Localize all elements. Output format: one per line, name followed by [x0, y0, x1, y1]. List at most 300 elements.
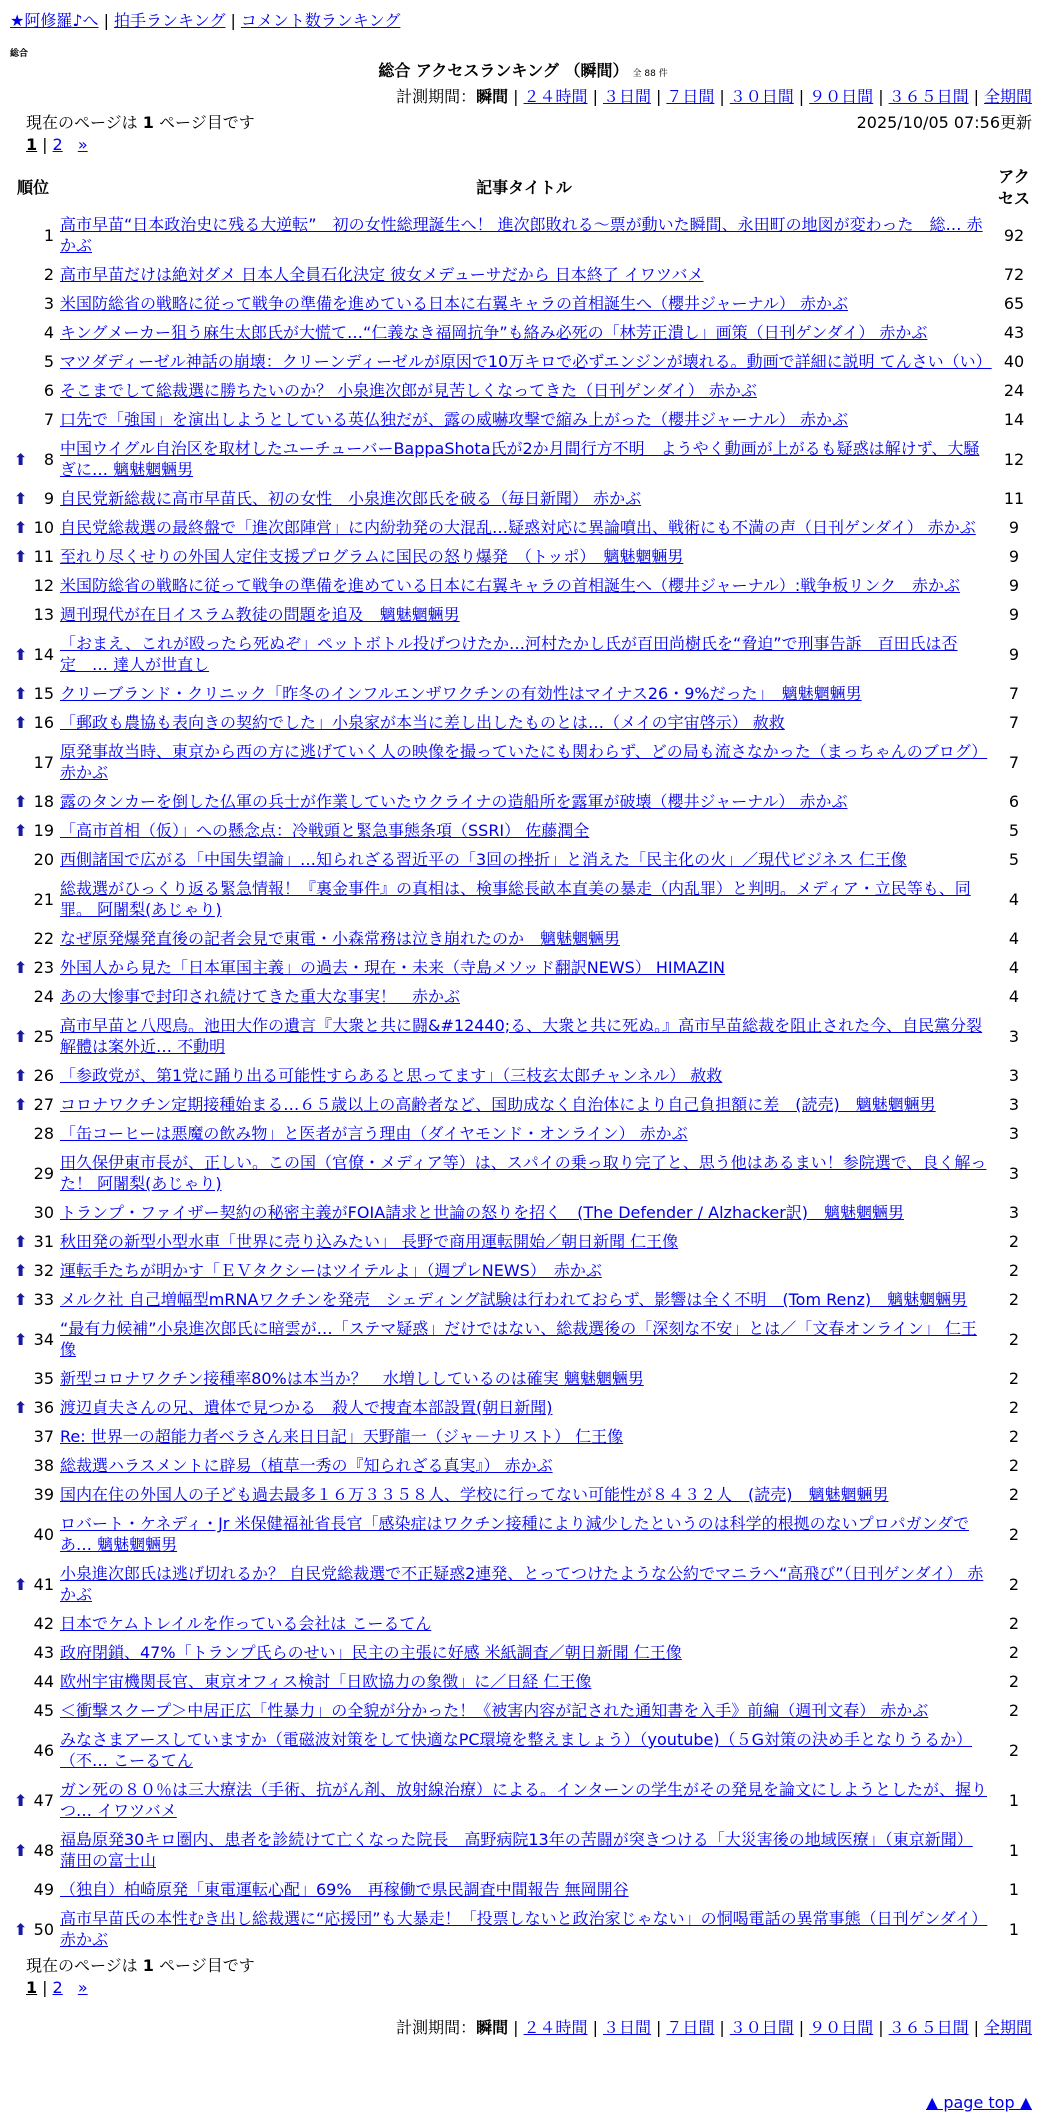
period-option[interactable]: ３６５日間 [888, 2018, 969, 2037]
rank-cell [8, 845, 58, 874]
table-row [8, 679, 1038, 708]
title-cell [58, 874, 990, 924]
article-link[interactable]: あの大惨事で封印され続けてきた重大な事実！ 赤かぶ [60, 987, 461, 1006]
title-cell [58, 1775, 990, 1825]
period-option[interactable]: ７日間 [666, 2018, 715, 2037]
table-row [8, 1422, 1038, 1451]
article-link[interactable]: 「おまえ、これが殴ったら死ぬぞ」ペットボトル投げつけたか…河村たかし氏が百田尚樹氏を“脅迫”で刑事告訴 百田氏は否定 … 達人が世直し [60, 634, 958, 674]
period-separator: | [513, 2018, 519, 2037]
rank-number: 3 [43, 294, 54, 313]
updated-timestamp: 2025/10/05 07:56更新 [856, 113, 1032, 132]
title-cell [58, 737, 990, 787]
ranking-table [8, 166, 1038, 1954]
rank-number: 18 [33, 792, 54, 811]
table-row [8, 1285, 1038, 1314]
article-link[interactable]: 米国防総省の戦略に従って戦争の準備を進めている日本に右翼キャラの首相誕生へ（櫻井ジャーナル） 赤かぶ [60, 294, 848, 313]
article-link[interactable]: クリーブランド・クリニック「昨冬のインフルエンザワクチンの有効性はマイナス26・9%だった」 魑魅魍魎男 [60, 684, 862, 703]
access-count: 7 [1008, 713, 1020, 732]
table-row [8, 1559, 1038, 1609]
access-count: 2 [1008, 1485, 1020, 1504]
rank-number: 17 [33, 752, 54, 772]
rank-number: 40 [33, 1524, 54, 1544]
applause-ranking-link[interactable]: 拍手ランキング [113, 11, 226, 30]
access-count: 11 [1003, 489, 1025, 508]
title-cell [58, 1061, 990, 1090]
article-link[interactable]: 政府閉鎖、47%「トランプ氏らのせい」民主の主張に好感 米紙調査／朝日新聞 仁王像 [60, 1643, 682, 1662]
arrow-up-icon: ⬆ [14, 1840, 28, 1860]
title-cell [58, 1422, 990, 1451]
article-link[interactable]: Re: 世界一の超能力者ベラさん来日日記」天野龍一（ジャ－ナリスト） 仁王像 [60, 1427, 624, 1446]
article-link[interactable]: ガン死の８０％は三大療法（手術、抗がん剤、放射線治療）による。インターンの学生がその発見を論文にしようとしたが、握りつ… イワツバメ [60, 1780, 988, 1820]
rank-cell [8, 1090, 58, 1119]
rank-number: 48 [33, 1840, 54, 1860]
article-link[interactable]: 運転手たちが明かす「ＥＶタクシーはツイテルよ」（週プレNEWS） 赤かぶ [60, 1261, 602, 1280]
article-link[interactable]: 原発事故当時、東京から西の方に逃げていく人の映像を撮っていたにも関わらず、どの局も流さなかった（まっちゃんのブログ） 赤かぶ [60, 742, 988, 782]
title-cell [58, 845, 990, 874]
rank-number: 24 [33, 987, 54, 1006]
total-count: 全 88 件 [632, 69, 668, 79]
rank-cell [8, 571, 58, 600]
article-link[interactable]: なぜ原発爆発直後の記者会見で東電・小森常務は泣き崩れたのか 魑魅魍魎男 [60, 929, 621, 948]
access-count: 65 [1003, 294, 1025, 313]
table-row [8, 1825, 1038, 1875]
article-link[interactable]: 自民党新総裁に高市早苗氏、初の女性 小泉進次郎氏を破る（毎日新聞） 赤かぶ [60, 489, 642, 508]
period-separator: | [655, 87, 662, 106]
article-link[interactable]: メルク社 自己増幅型mRNAワクチンを発売 シェディング試験は行われておらず、影響は全く不明 (Tom Renz) 魑魅魍魎男 [60, 1290, 968, 1309]
table-row [8, 708, 1038, 737]
period-label: 計測期間： [396, 2018, 477, 2037]
article-link[interactable]: 高市早苗と八咫烏。池田大作の遺言『大衆と共に闘&#12440;る、大衆と共に死ぬ。』高市早苗総裁を阻止された今、自民黨分裂解體は案外近… 不動明 [60, 1016, 983, 1056]
rank-cell [8, 1559, 58, 1609]
rank-cell [8, 1667, 58, 1696]
arrow-up-icon: ⬆ [14, 792, 28, 811]
rank-cell [8, 260, 58, 289]
table-row [8, 571, 1038, 600]
rank-cell [8, 1725, 58, 1775]
rank-cell [8, 737, 58, 787]
arrow-up-icon: ⬆ [14, 1329, 28, 1349]
arrow-up-icon: ⬆ [14, 489, 28, 508]
period-option[interactable]: ３日間 [602, 87, 651, 106]
title-cell [58, 629, 990, 679]
period-separator: | [719, 87, 725, 106]
article-link[interactable]: 総裁選がひっくり返る緊急情報！『裏金事件』の真相は、検事総長畝本直美の暴走（内乱罪）と判明。メディア・立民等も、同罪。 阿闍梨(あじゃり) [60, 879, 971, 919]
access-count: 9 [1008, 605, 1020, 624]
table-row [8, 787, 1038, 816]
table-row [8, 1198, 1038, 1227]
article-link[interactable]: 田久保伊東市長が、正しい。この国（官僚・メディア等）は、スパイの乗っ取り完了と、思う他はあるまい！参院選で、良く解った！ 阿闍梨(あじゃり) [60, 1153, 987, 1193]
title-cell [58, 484, 990, 513]
article-link[interactable]: 米国防総省の戦略に従って戦争の準備を進めている日本に右翼キャラの首相誕生へ（櫻井ジャーナル）:戦争板リンク 赤かぶ [60, 576, 960, 595]
rank-number: 28 [33, 1124, 54, 1143]
table-row [8, 1480, 1038, 1509]
access-count: 2 [1008, 1740, 1020, 1760]
arrow-up-icon: ⬆ [14, 1095, 28, 1114]
rank-number: 14 [33, 644, 54, 664]
title-cell [58, 708, 990, 737]
period-option[interactable]: 全期間 [983, 2018, 1032, 2037]
rank-number: 50 [33, 1919, 54, 1939]
rank-cell [8, 1480, 58, 1509]
rank-number: 35 [33, 1369, 54, 1388]
access-count: 1 [1008, 1880, 1020, 1899]
current-page-text-bottom: 現在のページは 1 ページ目です [26, 1956, 255, 1975]
access-count: 3 [1008, 1124, 1020, 1143]
article-link[interactable]: 欧州宇宙機関長官、東京オフィス検討「日欧協力の象徴」に／日経 仁王像 [60, 1672, 592, 1691]
article-link[interactable]: 自民党総裁選の最終盤で「進次郎陣営」に内紛勃発の大混乱…疑惑対応に異論噴出、戦術にも不満の声（日刊ゲンダイ） 赤かぶ [60, 518, 976, 537]
period-option[interactable]: ７日間 [666, 87, 715, 106]
article-link[interactable]: そこまでして総裁選に勝ちたいのか？ 小泉進次郎が見苦しくなってきた（日刊ゲンダイ） 赤かぶ [60, 381, 757, 400]
pager-current-page[interactable]: 1 [26, 1978, 38, 1997]
article-link[interactable]: みなさまアースしていますか（電磁波対策をして快適なPC環境を整えましょう）（youtube)（５G対策の決め手となりうるか）（不… こーるてん [60, 1730, 972, 1770]
article-link[interactable]: 口先で「強国」を演出しようとしている英仏独だが、露の威嚇攻撃で縮み上がった（櫻井ジャーナル） 赤かぶ [60, 410, 848, 429]
title-cell [58, 1875, 990, 1904]
arrow-up-icon: ⬆ [14, 684, 28, 703]
article-link[interactable]: “最有力候補”小泉進次郎氏に暗雲が…「ステマ疑惑」だけではない、総裁選後の「深刻な不安」とは／「文春オンライン」 仁王像 [60, 1319, 977, 1359]
article-link[interactable]: 「郵政も農協も表向きの契約でした」小泉家が本当に差し出したものとは…（メイの宇宙啓示） 赦救 [60, 713, 785, 732]
period-separator: | [798, 2018, 805, 2037]
access-count: 2 [1008, 1614, 1020, 1633]
article-link[interactable]: 総裁選ハラスメントに辟易（植草一秀の『知られざる真実』） 赤かぶ [60, 1456, 553, 1475]
title-cell [58, 600, 990, 629]
access-count: 14 [1003, 410, 1025, 429]
title-cell [58, 1725, 990, 1775]
title-cell [58, 1198, 990, 1227]
rank-cell [8, 924, 58, 953]
rank-cell [8, 1364, 58, 1393]
table-row [8, 210, 1038, 260]
access-count: 2 [1008, 1261, 1020, 1280]
title-cell [58, 405, 990, 434]
rank-cell [8, 210, 58, 260]
table-row [8, 1667, 1038, 1696]
rank-cell [8, 600, 58, 629]
access-count: 3 [1008, 1203, 1020, 1222]
access-count: 4 [1008, 929, 1020, 948]
rank-number: 27 [33, 1095, 54, 1114]
title-cell [58, 318, 990, 347]
rank-cell [8, 1285, 58, 1314]
article-link[interactable]: 秋田発の新型小型水車「世界に売り込みたい」 長野で商用運転開始／朝日新聞 仁王像 [60, 1232, 679, 1251]
page-title [0, 60, 1046, 85]
article-link[interactable]: 高市早苗だけは絶対ダメ 日本人全員石化決定 彼女メデューサだから 日本終了 イワツバメ [60, 265, 704, 284]
rank-number: 41 [33, 1574, 54, 1594]
rank-cell [8, 1227, 58, 1256]
rank-cell [8, 816, 58, 845]
period-option[interactable]: ３日間 [602, 2018, 651, 2037]
title-cell [58, 1559, 990, 1609]
title-cell [58, 1011, 990, 1061]
rank-number: 20 [33, 850, 54, 869]
access-count: 9 [1008, 576, 1020, 595]
title-cell [58, 513, 990, 542]
access-count: 9 [1008, 547, 1020, 566]
article-link[interactable]: 新型コロナワクチン接種率80%は本当か？ 水増ししているのは確実 魑魅魍魎男 [60, 1369, 644, 1388]
title-cell [58, 982, 990, 1011]
rank-number: 37 [33, 1427, 54, 1446]
arrow-up-icon: ⬆ [14, 1261, 28, 1280]
rank-number: 16 [33, 713, 54, 732]
arrow-up-icon: ⬆ [14, 547, 28, 566]
table-row [8, 289, 1038, 318]
arrow-up-icon: ⬆ [14, 1066, 28, 1085]
table-row [8, 1875, 1038, 1904]
article-link[interactable]: 福島原発30キロ圏内、患者を診続けて亡くなった院長 高野病院13年の苦闘が突きつける「大災害後の地域医療」（東京新聞） 蒲田の富士山 [60, 1830, 973, 1870]
rank-cell [8, 629, 58, 679]
arrow-up-icon: ⬆ [14, 958, 28, 977]
period-option: 瞬間 [476, 87, 509, 106]
title-cell [58, 679, 990, 708]
title-cell [58, 1609, 990, 1638]
title-cell [58, 1119, 990, 1148]
article-link[interactable]: ロバート・ケネディ・Jr 米保健福祉省長官「感染症はワクチン接種により減少したというのは科学的根拠のないプロパガンダであ… 魑魅魍魎男 [60, 1514, 970, 1554]
rank-cell [8, 1061, 58, 1090]
table-row [8, 1364, 1038, 1393]
article-link[interactable]: 高市早苗“日本政治史に残る大逆転” 初の女性総理誕生へ！ 進次郎敗れる〜票が動いた瞬間、永田町の地図が変わった 総… 赤かぶ [60, 215, 983, 255]
rank-number: 34 [33, 1329, 54, 1349]
access-count: 4 [1008, 958, 1020, 977]
article-link[interactable]: トランプ・ファイザー契約の秘密主義がFOIA請求と世論の怒りを招く (The Defender / Alzhacker訳) 魑魅魍魎男 [60, 1203, 905, 1222]
pager-bottom: 1 | 2 » [26, 1978, 88, 1997]
rank-number: 8 [43, 449, 54, 469]
pager-page-2[interactable]: 2 [52, 135, 63, 154]
arrow-up-icon: ⬆ [14, 1790, 28, 1810]
table-row [8, 953, 1038, 982]
access-count: 1 [1008, 1840, 1020, 1860]
title-cell [58, 924, 990, 953]
period-separator: | [973, 2018, 979, 2037]
article-link[interactable]: 中国ウイグル自治区を取材したユーチューバーBappaShota氏が2か月間行方不明 ようやく動画が上がるも疑惑は解けず、大騒ぎに… 魑魅魍魎男 [60, 439, 980, 479]
period-separator: | [655, 2018, 662, 2037]
rank-number: 29 [33, 1163, 54, 1183]
period-option[interactable]: ２４時間 [523, 87, 588, 106]
article-link[interactable]: 週刊現代が在日イスラム教徒の問題を追及 魑魅魍魎男 [60, 605, 460, 624]
title-cell [58, 1451, 990, 1480]
title-cell [58, 1364, 990, 1393]
section-tag: 総合 [10, 49, 29, 59]
access-count: 5 [1008, 850, 1020, 869]
rank-cell [8, 708, 58, 737]
header-title: 記事タイトル [476, 178, 572, 197]
page-top-link[interactable]: ▲ page top ▲ [925, 2093, 1032, 2112]
access-count: 7 [1008, 752, 1020, 772]
rank-number: 15 [33, 684, 54, 703]
rank-cell [8, 1451, 58, 1480]
rank-number: 21 [33, 889, 54, 909]
ranking-title: 総合 アクセスランキング （瞬間） [378, 61, 629, 80]
title-cell [58, 1509, 990, 1559]
article-link[interactable]: 渡辺貞夫さんの兄、遺体で見つかる 殺人で捜査本部設置(朝日新聞) [60, 1398, 553, 1417]
access-count: 2 [1008, 1701, 1020, 1720]
article-link[interactable]: 露のタンカーを倒した仏軍の兵士が作業していたウクライナの造船所を露軍が破壊（櫻井ジャーナル） 赤かぶ [60, 792, 848, 811]
rank-number: 5 [43, 352, 54, 371]
title-cell [58, 1314, 990, 1364]
period-label: 計測期間： [396, 87, 477, 106]
period-option[interactable]: ３０日間 [729, 87, 794, 106]
period-option[interactable]: ２４時間 [523, 2018, 588, 2037]
period-separator: | [973, 87, 979, 106]
pager-page-2[interactable]: 2 [52, 1978, 63, 1997]
table-row [8, 1696, 1038, 1725]
header-access: アクセス [997, 167, 1030, 208]
table-row [8, 1011, 1038, 1061]
period-selector-bottom [396, 2017, 1032, 2039]
rank-number: 31 [33, 1232, 54, 1251]
title-cell [58, 1904, 990, 1954]
rank-number: 25 [33, 1026, 54, 1046]
rank-number: 2 [43, 265, 54, 284]
access-count: 4 [1008, 987, 1020, 1006]
table-row [8, 1256, 1038, 1285]
title-cell [58, 1227, 990, 1256]
table-row [8, 405, 1038, 434]
access-count: 9 [1008, 518, 1020, 537]
title-cell [58, 260, 990, 289]
article-link[interactable]: （独自）柏崎原発「東電運転心配」69% 再稼働で県民調査中間報告 無岡開谷 [60, 1880, 629, 1899]
title-cell [58, 1090, 990, 1119]
access-count: 9 [1008, 644, 1020, 664]
period-option[interactable]: ９０日間 [809, 87, 874, 106]
table-row [8, 845, 1038, 874]
rank-cell [8, 1314, 58, 1364]
rank-cell [8, 1609, 58, 1638]
article-link[interactable]: 西側諸国で広がる「中国失望論」…知られざる習近平の「3回の挫折」と消えた「民主化の火」／現代ビジネス 仁王像 [60, 850, 907, 869]
article-link[interactable]: 高市早苗氏の本性むき出し総裁選に“応援団”も大暴走！「投票しないと政治家じゃない」の恫喝電話の異常事態（日刊ゲンダイ） 赤かぶ [60, 1909, 988, 1949]
access-count: 2 [1008, 1290, 1020, 1309]
title-cell [58, 1638, 990, 1667]
rank-number: 43 [33, 1643, 54, 1662]
rank-number: 11 [33, 547, 54, 566]
access-count: 5 [1008, 821, 1020, 840]
access-count: 24 [1003, 381, 1025, 400]
table-row [8, 1904, 1038, 1954]
title-cell [58, 1696, 990, 1725]
arrow-up-icon: ⬆ [14, 1919, 28, 1939]
pager-next[interactable]: » [77, 1978, 88, 1997]
table-row [8, 1609, 1038, 1638]
rank-number: 19 [33, 821, 54, 840]
arrow-up-icon: ⬆ [14, 1232, 28, 1251]
rank-cell [8, 982, 58, 1011]
article-link[interactable]: 日本でケムトレイルを作っている会社は こーるてん [60, 1614, 432, 1633]
top-nav [10, 10, 400, 32]
access-count: 7 [1008, 684, 1020, 703]
title-cell [58, 376, 990, 405]
table-row [8, 816, 1038, 845]
comment-ranking-link[interactable]: コメント数ランキング [240, 11, 401, 30]
access-count: 3 [1008, 1095, 1020, 1114]
table-row [8, 1451, 1038, 1480]
table-row [8, 1393, 1038, 1422]
article-link[interactable]: 外国人から見た「日本軍国主義」の過去・現在・未来（寺島メソッド翻訳NEWS） HIMAZIN [60, 958, 726, 977]
arrow-up-icon: ⬆ [14, 1026, 28, 1046]
article-link[interactable]: キングメーカー狙う麻生太郎氏が大慌て…“仁義なき福岡抗争”も絡み必死の「林芳正潰し」画策（日刊ゲンダイ） 赤かぶ [60, 323, 928, 342]
table-row [8, 1090, 1038, 1119]
rank-cell [8, 1256, 58, 1285]
article-link[interactable]: ＜衝撃スクープ＞中居正広「性暴力」の全貌が分かった！《被害内容が記された通知書を入手》前編（週刊文春） 赤かぶ [60, 1701, 929, 1720]
rank-cell [8, 1198, 58, 1227]
article-link[interactable]: 至れり尽くせりの外国人定住支援プログラムに国民の怒り爆発 （トッポ） 魑魅魍魎男 [60, 547, 684, 566]
period-separator: | [592, 2018, 598, 2037]
access-count: 6 [1008, 792, 1020, 811]
title-cell [58, 1480, 990, 1509]
table-header-row [8, 166, 1038, 210]
article-link[interactable]: 「缶コーヒーは悪魔の飲み物」と医者が言う理由（ダイヤモンド・オンライン） 赤かぶ [60, 1124, 688, 1143]
title-cell [58, 542, 990, 571]
access-count: 2 [1008, 1456, 1020, 1475]
table-row [8, 1725, 1038, 1775]
access-count: 2 [1008, 1398, 1020, 1417]
article-link[interactable]: 小泉進次郎氏は逃げ切れるか？ 自民党総裁選で不正疑惑2連発、とってつけたような公約でマニラへ“高飛び”（日刊ゲンダイ） 赤かぶ [60, 1564, 984, 1604]
rank-cell [8, 513, 58, 542]
period-option[interactable]: 全期間 [983, 87, 1032, 106]
arrow-up-icon: ⬆ [14, 644, 28, 664]
table-row [8, 1314, 1038, 1364]
rank-number: 46 [33, 1740, 54, 1760]
pager: 1 | 2 » [26, 135, 88, 154]
rank-number: 44 [33, 1672, 54, 1691]
rank-number: 1 [43, 225, 54, 245]
rank-cell [8, 1825, 58, 1875]
article-link[interactable]: コロナワクチン定期接種始まる…６５歳以上の高齢者など、国助成なく自治体により自己負担額に差 (読売) 魑魅魍魎男 [60, 1095, 936, 1114]
access-count: 3 [1008, 1026, 1020, 1046]
period-option[interactable]: ３６５日間 [888, 87, 969, 106]
rank-cell [8, 787, 58, 816]
rank-cell [8, 1119, 58, 1148]
rank-cell [8, 434, 58, 484]
title-cell [58, 1285, 990, 1314]
rank-cell [8, 1696, 58, 1725]
access-count: 43 [1003, 323, 1025, 342]
rank-number: 23 [33, 958, 54, 977]
arrow-up-icon: ⬆ [14, 518, 28, 537]
table-row [8, 924, 1038, 953]
rank-number: 47 [33, 1790, 54, 1810]
period-option: 瞬間 [476, 2018, 509, 2037]
rank-number: 42 [33, 1614, 54, 1633]
article-link[interactable]: 国内在住の外国人の子ども過去最多１６万３３５８人、学校に行ってない可能性が８４３２人 (読売) 魑魅魍魎男 [60, 1485, 889, 1504]
rank-number: 6 [43, 381, 54, 400]
rank-number: 4 [43, 323, 54, 342]
access-count: 2 [1008, 1329, 1020, 1349]
period-selector [396, 86, 1032, 108]
rank-cell [8, 1011, 58, 1061]
page-top [926, 2092, 1032, 2114]
table-row [8, 1148, 1038, 1198]
access-count: 2 [1008, 1524, 1020, 1544]
title-cell [58, 1256, 990, 1285]
rank-cell [8, 874, 58, 924]
rank-number: 33 [33, 1290, 54, 1309]
rank-cell [8, 376, 58, 405]
article-link[interactable]: マツダディーゼル神話の崩壊：クリーンディーゼルが原因で10万キロで必ずエンジンが壊れる。動画で詳細に説明 てんさい（い） [60, 352, 992, 371]
title-cell [58, 816, 990, 845]
pager-next[interactable]: » [77, 135, 88, 154]
period-option[interactable]: ９０日間 [809, 2018, 874, 2037]
article-link[interactable]: 「高市首相（仮）」への懸念点：冷戦頭と緊急事態条項（SSRI） 佐藤潤全 [60, 821, 590, 840]
period-option[interactable]: ３０日間 [729, 2018, 794, 2037]
access-count: 4 [1008, 889, 1020, 909]
article-link[interactable]: 「参政党が、第1党に踊り出る可能性すらあると思ってます」（三枝玄太郎チャンネル） 赦救 [60, 1066, 723, 1085]
home-link[interactable]: ★阿修羅♪へ [10, 11, 99, 30]
rank-cell [8, 289, 58, 318]
arrow-up-icon: ⬆ [14, 1290, 28, 1309]
pager-current-page[interactable]: 1 [26, 135, 38, 154]
rank-cell [8, 1422, 58, 1451]
access-count: 2 [1008, 1369, 1020, 1388]
access-count: 3 [1008, 1163, 1020, 1183]
table-row [8, 260, 1038, 289]
